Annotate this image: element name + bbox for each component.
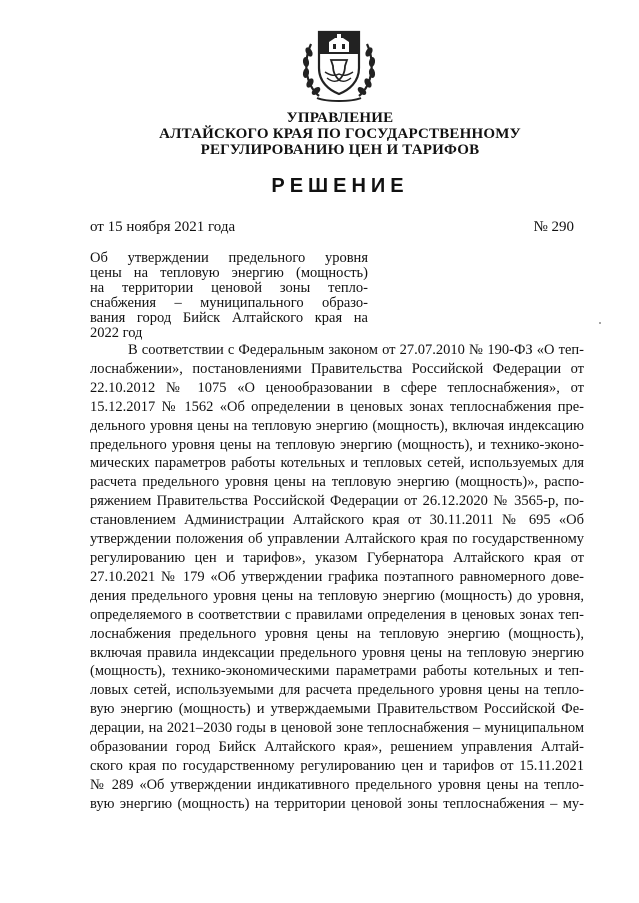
subject-line: 2022 год	[90, 325, 143, 341]
body-line: вую энергию (мощность) на территории ценовой зоны теплоснабжения – му-	[90, 795, 584, 812]
agency-name-line-3: РЕГУЛИРОВАНИЮ ЦЕН И ТАРИФОВ	[200, 142, 480, 158]
body-line: утверждении положения об управлении Алтайского края по государственному	[90, 531, 584, 548]
body-line: определяемого в соответствии с правилами определения в ценовых зонах теп-	[90, 606, 584, 623]
body-line: предельного уровня цены на тепловую энергию (мощность), и технико-эконо-	[90, 436, 584, 453]
body-line: 22.10.2012 № 1075 «О ценообразовании в сфере теплоснабжения», от	[90, 379, 584, 396]
document-subject	[90, 251, 368, 341]
document-type-title: РЕШЕНИЕ	[271, 175, 409, 197]
body-line: № 289 «Об утверждении индикативного предельного уровня цены на тепло-	[90, 776, 584, 793]
body-line: образовании город Бийск Алтайского края», решением управления Алтай-	[90, 739, 584, 756]
agency-name-line-1: УПРАВЛЕНИЕ	[286, 110, 394, 126]
document-number: № 290	[533, 219, 574, 235]
document-date: от 15 ноября 2021 года	[90, 219, 236, 235]
body-line: лоснабжении», постановлениями Правительства Российской Федерации от	[90, 360, 584, 377]
document-body	[90, 341, 584, 814]
body-line: дельного уровня цены на тепловую энергию (мощность), включая индексацию	[90, 417, 584, 434]
body-line: ского края по государственному регулированию цен и тарифов от 15.11.2021	[90, 757, 584, 774]
body-line: ловых сетей, используемыми для расчета предельного уровня цены на тепло-	[90, 682, 584, 699]
body-line: дерации, на 2021–2030 годы в ценовой зоне теплоснабжения – муниципальном	[90, 720, 584, 737]
body-line: 27.10.2021 № 179 «Об утверждении графика поэтапного равномерного дове-	[90, 568, 584, 585]
body-line: лоснабжения предельного уровня цены на тепловую энергию (мощность),	[90, 625, 584, 642]
body-line: становлением Администрации Алтайского края от 30.11.2011 № 695 «Об	[90, 512, 584, 529]
body-line: регулированию цен и тарифов», указом Губернатора Алтайского края от	[90, 549, 584, 566]
subject-line: на территории ценовой зоны тепло-	[90, 280, 368, 296]
body-line: 15.12.2017 № 1562 «Об определении в ценовых зонах теплоснабжения пре-	[90, 398, 584, 415]
body-line: расчета предельного уровня цены на тепловую энергию (мощность)», распо-	[90, 474, 584, 491]
subject-line: цены на тепловую энергию (мощность)	[90, 265, 368, 281]
body-line: мических параметров работы котельных и тепловых сетей, используемых для	[90, 455, 584, 472]
body-line: включая правила индексации предельного уровня цены на тепловую энергию	[90, 644, 584, 661]
subject-line: Об утверждении предельного уровня	[90, 250, 368, 266]
scan-dot	[599, 322, 601, 324]
subject-line: вания город Бийск Алтайского края на	[90, 310, 368, 326]
altai-krai-coat-of-arms-icon	[297, 22, 381, 106]
body-line: дения предельного уровня цены на тепловую энергию (мощность) до уровня,	[90, 587, 584, 604]
body-line: вую энергию (мощность) и утверждаемыми Правительством Российской Фе-	[90, 701, 584, 718]
subject-line: снабжения – муниципального образо-	[90, 295, 368, 311]
body-line: В соответствии с Федеральным законом от 27.07.2010 № 190-ФЗ «О теп-	[128, 342, 584, 358]
body-line: (мощность), технико-экономическими параметрами работы котельных и теп-	[90, 663, 584, 680]
body-line: ряжением Правительства Российской Федерации от 26.12.2020 № 3565-р, по-	[90, 493, 584, 510]
agency-name-line-2: АЛТАЙСКОГО КРАЯ ПО ГОСУДАРСТВЕННОМУ	[159, 126, 521, 142]
